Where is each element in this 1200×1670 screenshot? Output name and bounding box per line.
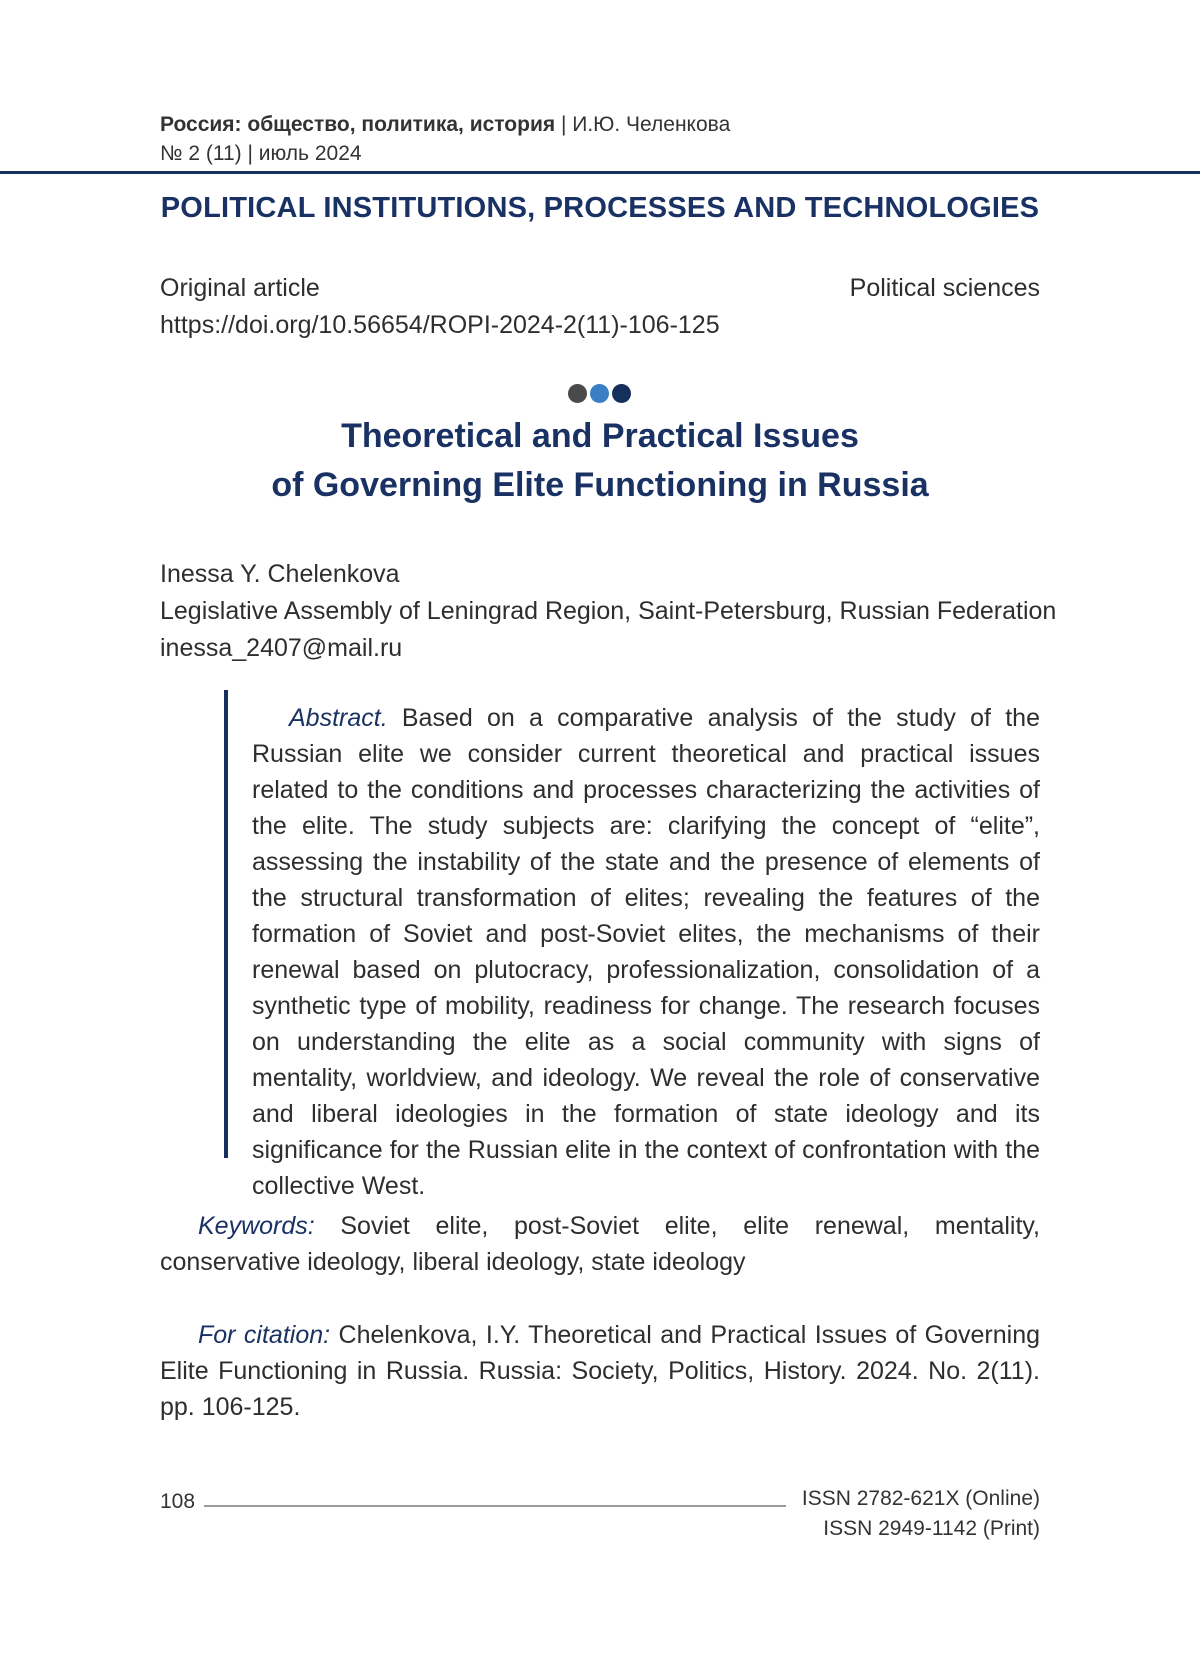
section-title: POLITICAL INSTITUTIONS, PROCESSES AND TECHNOLOGIES [160,192,1040,224]
issn-print: ISSN 2949-1142 (Print) [823,1517,1040,1540]
citation-text: Chelenkova, I.Y. Theoretical and Practical Issues of Governing Elite Functioning in Russia. Russia: Society, Politics, History. 2024. No. 2(11). pp. 106-125. [160,1321,1040,1421]
dot-gray-icon [568,384,587,403]
running-head-separator: | [555,113,573,136]
running-head-author: И.Ю. Челенкова [572,113,731,136]
keywords [160,1208,1040,1280]
article-title-line-2: of Governing Elite Functioning in Russia [271,466,929,504]
article-title [0,412,1200,510]
author-block [160,556,1056,667]
header-rule [0,171,1200,174]
author-affiliation: Legislative Assembly of Leningrad Region, Saint-Petersburg, Russian Federation [160,597,1057,625]
abstract-text: Based on a comparative analysis of the study of the Russian elite we consider current theoretical and practical issues related to the conditions and processes characterizing the activities of the elite. The study subjects are: clarifying the concept of “elite”, assessing the instability of the state and the presence of elements of the structural transformation of elites; revealing the features of the formation of Soviet and post-Soviet elites, the mechanisms of their renewal based on plutocracy, professionalization, consolidation of a synthetic type of mobility, readiness for change. The research focuses on understanding the elite as a social community with signs of mentality, worldview, and ideology. We reveal the role of conservative and liberal ideologies in the formation of state ideology and its significance for the Russian elite in the context of confrontation with the collective West. [252,704,1040,1200]
abstract-label: Abstract. [289,704,388,732]
running-head-line-1 [160,110,730,139]
article-field: Political sciences [849,274,1040,302]
abstract-accent-bar [224,690,228,1158]
running-head [160,110,730,168]
issue-info: № 2 (11) | июль 2024 [160,142,362,165]
decorative-dots [568,384,634,404]
page-number: 108 [160,1490,196,1513]
author-email[interactable]: inessa_2407@mail.ru [160,634,403,662]
citation [160,1317,1040,1425]
article-meta [160,270,1040,344]
citation-label: For citation: [198,1321,331,1349]
author-name: Inessa Y. Chelenkova [160,560,400,588]
keywords-text: Soviet elite, post-Soviet elite, elite renewal, mentality, conservative ideology, liberal ideology, state ideology [160,1212,1040,1276]
issn-online: ISSN 2782-621X (Online) [801,1487,1040,1510]
article-title-line-1: Theoretical and Practical Issues [341,417,859,455]
article-type: Original article [160,274,320,302]
doi-link[interactable]: https://doi.org/10.56654/ROPI-2024-2(11)-106-125 [160,311,720,339]
footer-rule [204,1505,786,1507]
journal-name: Россия: общество, политика, история [160,113,556,136]
keywords-label: Keywords: [198,1212,315,1240]
issn-block [802,1484,1040,1544]
abstract [252,700,1040,1204]
dot-navy-icon [612,384,631,403]
dot-blue-icon [590,384,609,403]
